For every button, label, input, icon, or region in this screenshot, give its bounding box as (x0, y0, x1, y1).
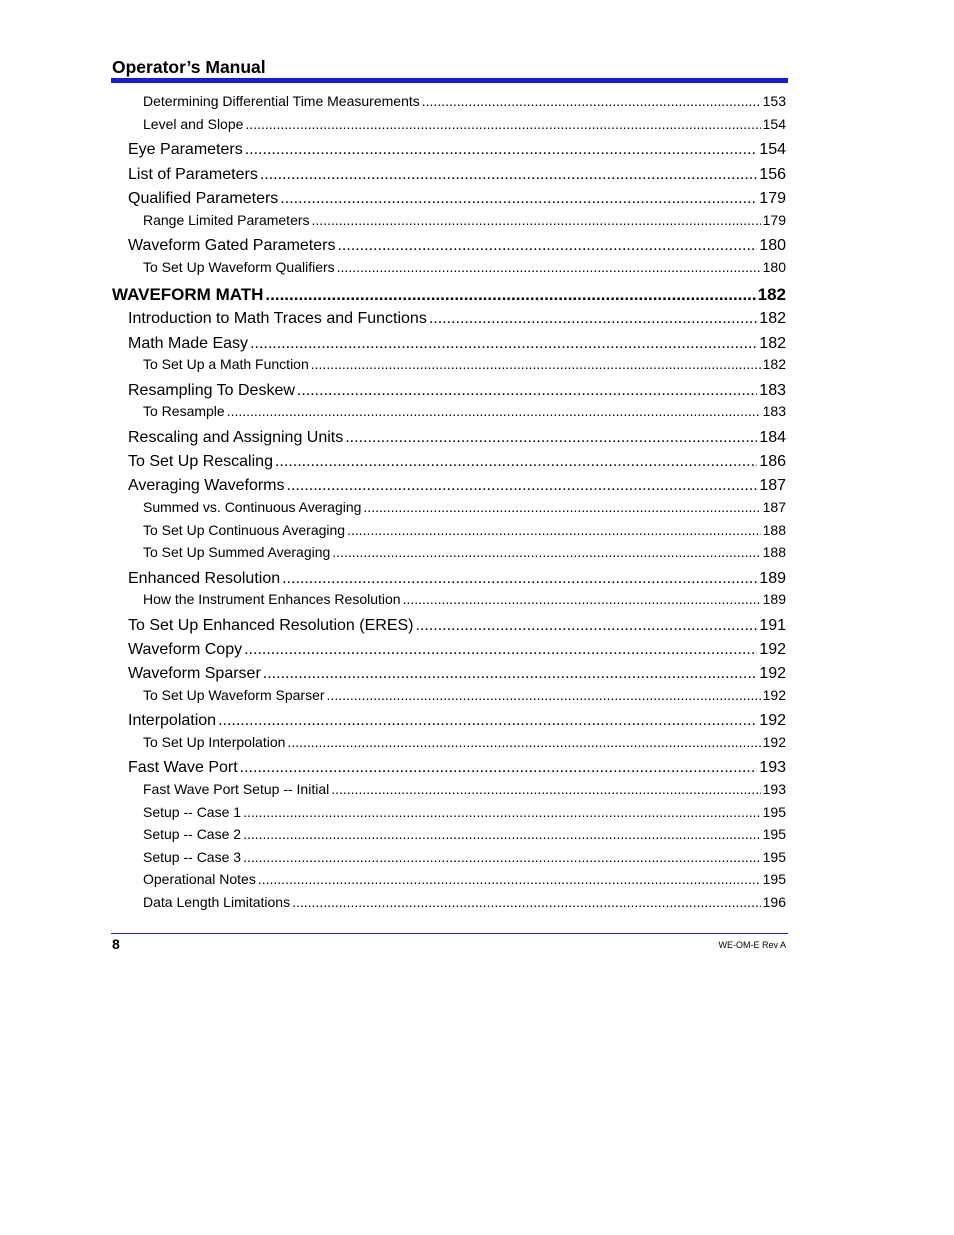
toc-entry[interactable] (143, 259, 786, 275)
toc-leader-dots (332, 544, 760, 560)
toc-entry-page: 195 (762, 849, 786, 865)
toc-leader-dots (243, 804, 761, 820)
toc-leader-dots (227, 403, 761, 419)
toc-entry[interactable] (143, 826, 786, 842)
toc-entry[interactable] (143, 522, 786, 538)
toc-entry[interactable] (128, 665, 786, 683)
toc-entry-page: 193 (759, 759, 786, 776)
toc-leader-dots (347, 522, 761, 538)
toc-leader-dots (287, 477, 758, 495)
toc-leader-dots (250, 335, 757, 353)
toc-leader-dots (345, 429, 757, 447)
toc-entry[interactable] (112, 285, 786, 305)
toc-entry[interactable] (143, 849, 786, 865)
toc-entry[interactable] (128, 477, 786, 495)
toc-entry-page: 180 (762, 259, 786, 275)
toc-entry-label: Setup -- Case 3 (143, 849, 242, 865)
toc-entry[interactable] (143, 544, 786, 560)
toc-entry[interactable] (128, 141, 786, 159)
toc-entry-label: Setup -- Case 1 (143, 804, 242, 820)
toc-entry[interactable] (128, 759, 786, 777)
toc-entry-page: 195 (762, 804, 786, 820)
toc-entry-page: 182 (757, 285, 786, 304)
footer-page-number: 8 (112, 936, 120, 952)
toc-leader-dots (244, 641, 757, 659)
toc-entry-label: Interpolation (128, 712, 217, 729)
toc-entry-label: Level and Slope (143, 116, 244, 132)
toc-leader-dots (327, 687, 761, 703)
toc-entry-label: Resampling To Deskew (128, 382, 295, 399)
toc-entry[interactable] (128, 237, 786, 255)
toc-entry[interactable] (128, 570, 786, 588)
toc-entry-page: 187 (759, 477, 786, 494)
toc-leader-dots (265, 285, 755, 305)
toc-entry[interactable] (143, 499, 786, 515)
toc-entry-label: WAVEFORM MATH (112, 285, 264, 304)
toc-entry-label: Range Limited Parameters (143, 212, 310, 228)
toc-entry[interactable] (143, 734, 786, 750)
toc-entry-page: 192 (762, 734, 786, 750)
toc-entry-label: Waveform Sparser (128, 665, 261, 682)
toc-entry-page: 192 (759, 712, 786, 729)
toc-entry-label: Qualified Parameters (128, 190, 279, 207)
toc-entry[interactable] (143, 116, 786, 132)
toc-leader-dots (311, 356, 761, 372)
toc-leader-dots (282, 570, 757, 588)
toc-entry-page: 183 (762, 403, 786, 419)
toc-leader-dots (245, 141, 758, 159)
toc-entry-page: 187 (762, 499, 786, 515)
toc-entry[interactable] (143, 212, 786, 228)
footer-rule (111, 933, 788, 934)
toc-entry-page: 179 (762, 212, 786, 228)
toc-entry-page: 156 (759, 166, 786, 183)
toc-entry-label: To Set Up Waveform Sparser (143, 687, 325, 703)
toc-entry-label: To Set Up Summed Averaging (143, 544, 331, 560)
toc-leader-dots (275, 453, 757, 471)
toc-entry[interactable] (143, 356, 786, 372)
toc-entry-page: 188 (762, 544, 786, 560)
toc-entry[interactable] (143, 403, 786, 419)
toc-entry-page: 180 (759, 237, 786, 254)
toc-entry[interactable] (143, 871, 786, 887)
toc-entry[interactable] (143, 687, 786, 703)
toc-entry-page: 179 (759, 190, 786, 207)
toc-entry-label: Data Length Limitations (143, 894, 291, 910)
toc-entry-label: Averaging Waveforms (128, 477, 285, 494)
toc-entry[interactable] (143, 781, 786, 797)
toc-entry[interactable] (143, 591, 786, 607)
toc-entry[interactable] (128, 429, 786, 447)
toc-leader-dots (429, 310, 757, 328)
toc-leader-dots (297, 382, 757, 400)
toc-entry[interactable] (128, 617, 786, 635)
footer-doc-code: WE-OM-E Rev A (718, 940, 786, 950)
toc-leader-dots (258, 871, 761, 887)
toc-entry-label: To Set Up Interpolation (143, 734, 286, 750)
toc-leader-dots (260, 166, 757, 184)
toc-leader-dots (240, 759, 758, 777)
toc-entry-page: 182 (759, 335, 786, 352)
toc-entry-label: To Set Up Continuous Averaging (143, 522, 346, 538)
toc-entry-page: 183 (759, 382, 786, 399)
toc-entry[interactable] (128, 641, 786, 659)
toc-entry-label: Rescaling and Assigning Units (128, 429, 344, 446)
toc-entry-label: Waveform Copy (128, 641, 243, 658)
toc-entry-page: 153 (762, 93, 786, 109)
toc-entry-page: 184 (759, 429, 786, 446)
toc-entry[interactable] (128, 310, 786, 328)
toc-entry-page: 182 (762, 356, 786, 372)
toc-leader-dots (337, 259, 761, 275)
toc-leader-dots (363, 499, 760, 515)
toc-entry-page: 193 (762, 781, 786, 797)
toc-entry-page: 196 (762, 894, 786, 910)
toc-entry-label: Fast Wave Port Setup -- Initial (143, 781, 330, 797)
toc-entry-label: Enhanced Resolution (128, 570, 281, 587)
toc-entry-page: 189 (762, 591, 786, 607)
toc-entry-page: 192 (762, 687, 786, 703)
toc-entry[interactable] (128, 382, 786, 400)
toc-leader-dots (403, 591, 761, 607)
toc-entry-page: 189 (759, 570, 786, 587)
toc-entry-page: 154 (762, 116, 786, 132)
toc-entry-page: 186 (759, 453, 786, 470)
toc-entry-label: To Set Up Rescaling (128, 453, 273, 470)
toc-entry[interactable] (143, 894, 786, 910)
toc-entry-label: Waveform Gated Parameters (128, 237, 336, 254)
toc-entry-label: Math Made Easy (128, 335, 249, 352)
toc-entry-page: 154 (759, 141, 786, 158)
toc-leader-dots (280, 190, 757, 208)
toc-entry-label: To Set Up Waveform Qualifiers (143, 259, 335, 275)
toc-entry-label: Operational Notes (143, 871, 256, 887)
toc-entry-label: List of Parameters (128, 166, 258, 183)
toc-leader-dots (263, 665, 758, 683)
toc-leader-dots (337, 237, 757, 255)
toc-entry-label: To Set Up Enhanced Resolution (ERES) (128, 617, 414, 634)
toc-entry-label: Fast Wave Port (128, 759, 238, 776)
toc-entry-label: To Set Up a Math Function (143, 356, 309, 372)
toc-entry-label: Eye Parameters (128, 141, 243, 158)
toc-entry[interactable] (128, 335, 786, 353)
toc-leader-dots (243, 849, 761, 865)
toc-entry-page: 195 (762, 871, 786, 887)
toc-entry-page: 192 (759, 665, 786, 682)
toc-leader-dots (312, 212, 761, 228)
toc-entry[interactable] (143, 93, 786, 109)
toc-leader-dots (218, 712, 757, 730)
toc-leader-dots (422, 93, 761, 109)
toc-entry-page: 182 (759, 310, 786, 327)
toc-entry-page: 195 (762, 826, 786, 842)
page-header-title: Operator’s Manual (112, 57, 266, 77)
toc-entry[interactable] (128, 712, 786, 730)
toc-leader-dots (331, 781, 760, 797)
toc-entry-label: Setup -- Case 2 (143, 826, 242, 842)
toc-entry[interactable] (128, 190, 786, 208)
toc-entry-page: 192 (759, 641, 786, 658)
toc-entry-label: How the Instrument Enhances Resolution (143, 591, 401, 607)
toc-leader-dots (415, 617, 757, 635)
toc-leader-dots (287, 734, 760, 750)
toc-entry[interactable] (128, 453, 786, 471)
toc-entry[interactable] (128, 166, 786, 184)
toc-leader-dots (292, 894, 761, 910)
toc-entry-label: To Resample (143, 403, 225, 419)
toc-leader-dots (243, 826, 761, 842)
toc-entry[interactable] (143, 804, 786, 820)
toc-leader-dots (245, 116, 760, 132)
toc-entry-page: 188 (762, 522, 786, 538)
toc-entry-label: Summed vs. Continuous Averaging (143, 499, 362, 515)
toc-entry-page: 191 (759, 617, 786, 634)
toc-entry-label: Introduction to Math Traces and Functions (128, 310, 427, 327)
toc-entry-label: Determining Differential Time Measurements (143, 93, 420, 109)
